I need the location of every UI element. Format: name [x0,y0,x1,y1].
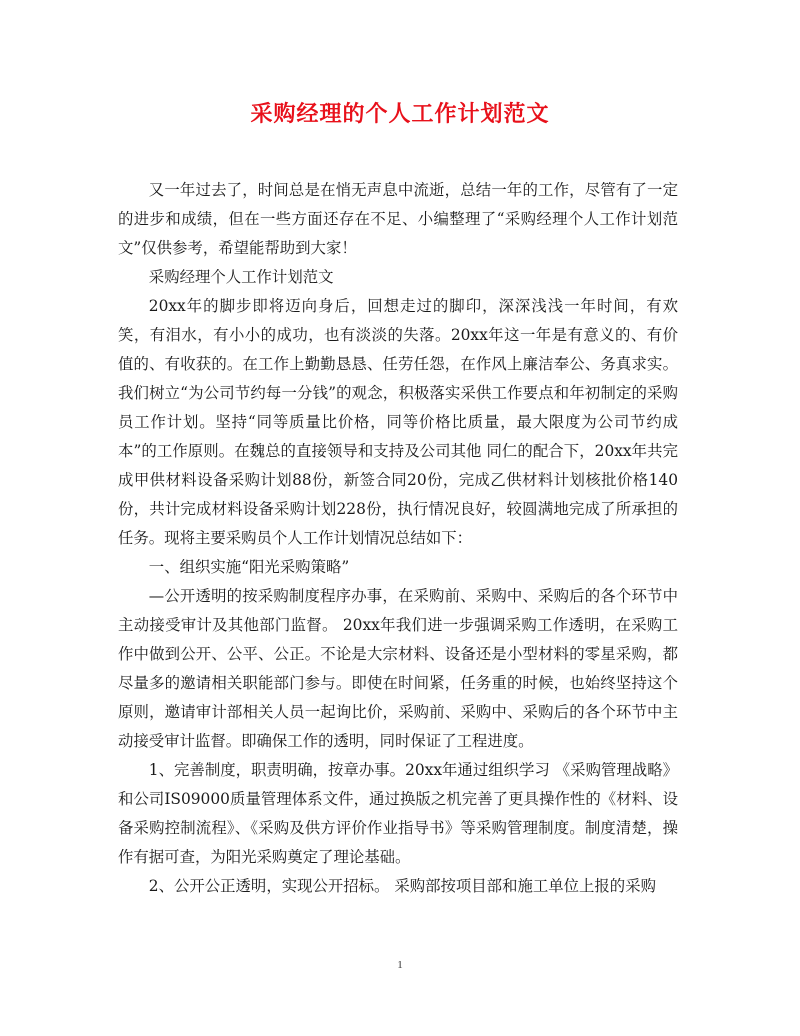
paragraph-item-1: 1、完善制度，职责明确，按章办事。20xx年通过组织学习 《采购管理战略》和公司IS09000质量管理体系文件，通过换版之机完善了更具操作性的《材料、设备采购控制流程》、《采购及供方评价作业指导书》等采购管理制度。制度清楚，操作有据可查，为阳光采购奠定了理论基础。 [118,761,678,866]
paragraph-sunshine-procurement: —公开透明的按采购制度程序办事，在采购前、采购中、采购后的各个环节中主动接受审计及其他部门监督。 20xx年我们进一步强调采购工作透明，在采购工作中做到公开、公平、公正。不论是大宗材料、设备还是小型材料的零星采购，都尽量多的邀请相关职能部门参与。即使在时间紧，任务重的时候，也始终坚持这个原则，邀请审计部相关人员一起询比价，采购前、采购中、采购后的各个环节中主动接受审计监督。即确保工作的透明，同时保证了工程进度。 [118,587,678,750]
paragraph-intro: 又一年过去了，时间总是在悄无声息中流逝，总结一年的工作，尽管有了一定的进步和成绩，但在一些方面还存在不足、小编整理了“采购经理个人工作计划范文”仅供参考，希望能帮助到大家！ [118,181,678,257]
document-title: 采购经理的个人工作计划范文 [250,101,550,127]
paragraph-item-2: 2、公开公正透明，实现公开招标。 采购部按项目部和施工单位上报的采购 [148,877,656,895]
paragraph-heading-1: 一、组织实施“阳光采购策略” [148,558,350,576]
paragraph-subtitle: 采购经理个人工作计划范文 [148,268,334,286]
page-number: 1 [397,959,403,971]
document-body [118,176,678,901]
paragraph-summary: 20xx年的脚步即将迈向身后，回想走过的脚印，深深浅浅一年时间，有欢笑，有泪水，有小小的成功，也有淡淡的失落。20xx年这一年是有意义的、有价值的、有收获的。在工作上勤勤恳恳、任劳任怨，在作风上廉洁奉公、务真求实。我们树立“为公司节约每一分钱”的观念，积极落实采供工作要点和年初制定的采购员工作计划。坚持“同等质量比价格，同等价格比质量，最大限度为公司节约成本”的工作原则。在魏总的直接领导和支持及公司其他 同仁的配合下，20xx年共完成甲供材料设备采购计划88份，新签合同20份，完成乙供材料计划核批价格140份，共计完成材料设备采购计划228份，执行情况良好，较圆满地完成了所承担的任务。现将主要采购员个人工作计划情况总结如下： [118,297,678,547]
